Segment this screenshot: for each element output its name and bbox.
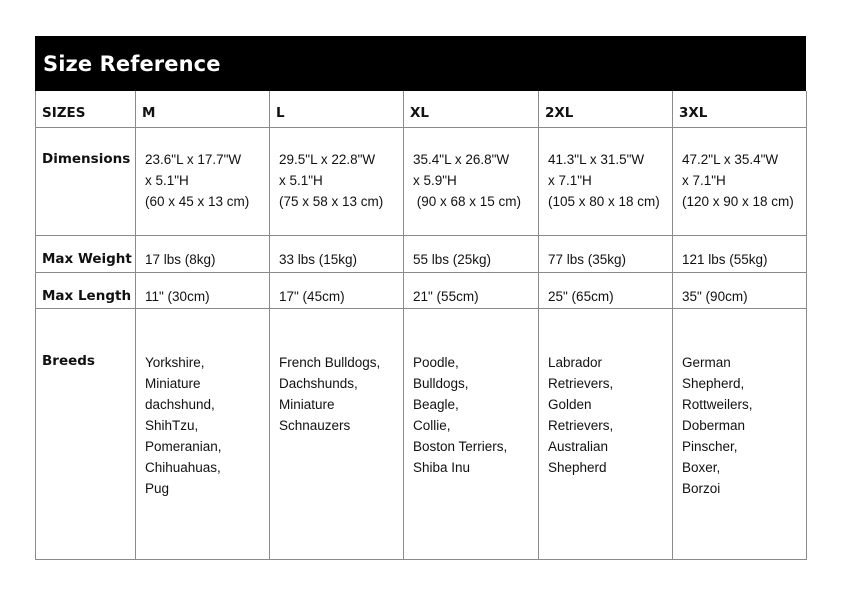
breed-line: Shepherd <box>548 459 607 475</box>
cell-line: 41.3"L x 31.5"W <box>548 151 645 167</box>
cell-line: 23.6"L x 17.7"W <box>145 151 242 167</box>
dimensions-cell <box>539 127 673 235</box>
size-header-3xl: 3XL <box>673 91 807 127</box>
cell-line: (90 x 68 x 15 cm) <box>413 193 522 209</box>
breeds-cell <box>136 308 270 559</box>
cell-line: (105 x 80 x 18 cm) <box>548 193 660 209</box>
max-weight-cell: 33 lbs (15kg) <box>270 235 404 272</box>
size-reference-table <box>35 36 806 560</box>
max-length-row <box>36 272 807 308</box>
size-header-xl: XL <box>404 91 539 127</box>
breed-line: Golden <box>548 396 592 412</box>
cell-line: x 5.1"H <box>279 172 323 188</box>
sizes-header-row <box>36 91 807 127</box>
breed-line: Labrador <box>548 354 603 370</box>
sizes-header-label: SIZES <box>36 91 136 127</box>
breed-line: ShihTzu, <box>145 417 199 433</box>
breed-line: German <box>682 354 731 370</box>
dimensions-cell <box>673 127 807 235</box>
max-length-cell: 17" (45cm) <box>270 272 404 308</box>
max-weight-cell: 121 lbs (55kg) <box>673 235 807 272</box>
breed-line: Yorkshire, <box>145 354 205 370</box>
max-weight-row <box>36 235 807 272</box>
breed-line: Pomeranian, <box>145 438 222 454</box>
breed-line: Doberman <box>682 417 746 433</box>
breed-line: Dachshunds, <box>279 375 358 391</box>
max-length-cell: 21" (55cm) <box>404 272 539 308</box>
max-length-cell: 11" (30cm) <box>136 272 270 308</box>
breed-line: Miniature <box>145 375 201 391</box>
size-table <box>35 91 807 560</box>
dimensions-cell <box>270 127 404 235</box>
breed-line: Retrievers, <box>548 375 614 391</box>
dimensions-row <box>36 127 807 235</box>
cell-line: x 5.9"H <box>413 172 457 188</box>
cell-line: x 5.1"H <box>145 172 189 188</box>
breed-line: Boston Terriers, <box>413 438 508 454</box>
size-header-l: L <box>270 91 404 127</box>
size-header-2xl: 2XL <box>539 91 673 127</box>
cell-line: (120 x 90 x 18 cm) <box>682 193 794 209</box>
cell-line: x 7.1"H <box>682 172 726 188</box>
dimensions-cell <box>136 127 270 235</box>
breeds-label: Breeds <box>36 308 136 559</box>
max-length-cell: 35" (90cm) <box>673 272 807 308</box>
max-weight-cell: 55 lbs (25kg) <box>404 235 539 272</box>
breed-line: Schnauzers <box>279 417 351 433</box>
max-weight-cell: 77 lbs (35kg) <box>539 235 673 272</box>
cell-line: (75 x 58 x 13 cm) <box>279 193 384 209</box>
cell-line: 47.2"L x 35.4"W <box>682 151 779 167</box>
breed-line: Shepherd, <box>682 375 745 391</box>
breeds-row <box>36 308 807 559</box>
breed-line: Pinscher, <box>682 438 738 454</box>
breeds-cell <box>539 308 673 559</box>
max-weight-label: Max Weight <box>36 235 136 272</box>
breed-line: Australian <box>548 438 609 454</box>
cell-line: 35.4"L x 26.8"W <box>413 151 510 167</box>
breed-line: French Bulldogs, <box>279 354 381 370</box>
breed-line: Retrievers, <box>548 417 614 433</box>
breeds-cell <box>673 308 807 559</box>
cell-line: 29.5"L x 22.8"W <box>279 151 376 167</box>
breed-line: Poodle, <box>413 354 459 370</box>
breed-line: dachshund, <box>145 396 215 412</box>
breeds-cell <box>404 308 539 559</box>
breed-line: Pug <box>145 480 170 496</box>
max-length-label: Max Length <box>36 272 136 308</box>
cell-line: x 7.1"H <box>548 172 592 188</box>
breed-line: Borzoi <box>682 480 721 496</box>
breed-line: Bulldogs, <box>413 375 469 391</box>
breed-line: Boxer, <box>682 459 721 475</box>
size-header-m: M <box>136 91 270 127</box>
max-length-cell: 25" (65cm) <box>539 272 673 308</box>
page-title: Size Reference <box>43 51 221 76</box>
breed-line: Miniature <box>279 396 335 412</box>
breed-line: Shiba Inu <box>413 459 471 475</box>
breed-line: Rottweilers, <box>682 396 753 412</box>
breed-line: Collie, <box>413 417 451 433</box>
dimensions-label: Dimensions <box>36 127 136 235</box>
title-bar <box>35 36 806 91</box>
breed-line: Chihuahuas, <box>145 459 221 475</box>
max-weight-cell: 17 lbs (8kg) <box>136 235 270 272</box>
breeds-cell <box>270 308 404 559</box>
breed-line: Beagle, <box>413 396 459 412</box>
dimensions-cell <box>404 127 539 235</box>
cell-line: (60 x 45 x 13 cm) <box>145 193 250 209</box>
